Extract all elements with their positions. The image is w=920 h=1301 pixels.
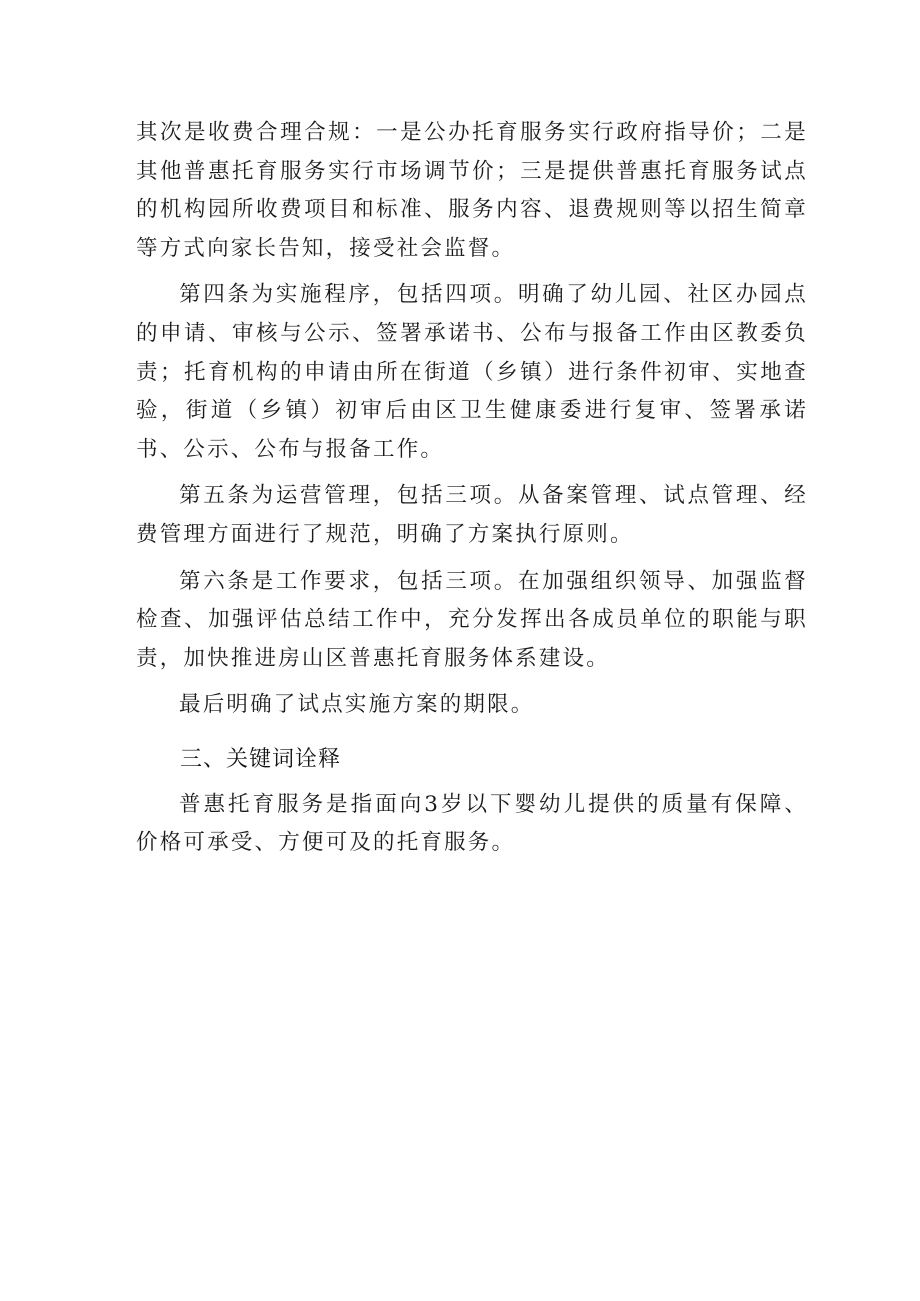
document-body	[136, 114, 808, 871]
paragraph-article-four: 第四条为实施程序，包括四项。明确了幼儿园、社区办园点的申请、审核与公示、签署承诺书、公布与报备工作由区教委负责；托育机构的申请由所在街道（乡镇）进行条件初审、实地查验，街道（乡镇）初审后由区卫生健康委进行复审、签署承诺书、公示、公布与报备工作。	[136, 282, 808, 462]
section-heading-keywords: 三、关键词诠释	[180, 746, 342, 772]
paragraph-fee-compliance: 其次是收费合理合规：一是公办托育服务实行政府指导价；二是其他普惠托育服务实行市场调节价；三是提供普惠托育服务试点的机构园所收费项目和标准、服务内容、退费规则等以招生简章等方式向家长告知，接受社会监督。	[136, 120, 808, 261]
paragraph-term-limit: 最后明确了试点实施方案的期限。	[179, 692, 535, 718]
paragraph-article-six: 第六条是工作要求，包括三项。在加强组织领导、加强监督检查、加强评估总结工作中，充分发挥出各成员单位的职能与职责，加快推进房山区普惠托育服务体系建设。	[136, 568, 808, 671]
paragraph-keyword-definition: 普惠托育服务是指面向3岁以下婴幼儿提供的质量有保障、价格可承受、方便可及的托育服务。	[136, 791, 808, 856]
paragraph-article-five: 第五条为运营管理，包括三项。从备案管理、试点管理、经费管理方面进行了规范，明确了方案执行原则。	[136, 483, 808, 547]
